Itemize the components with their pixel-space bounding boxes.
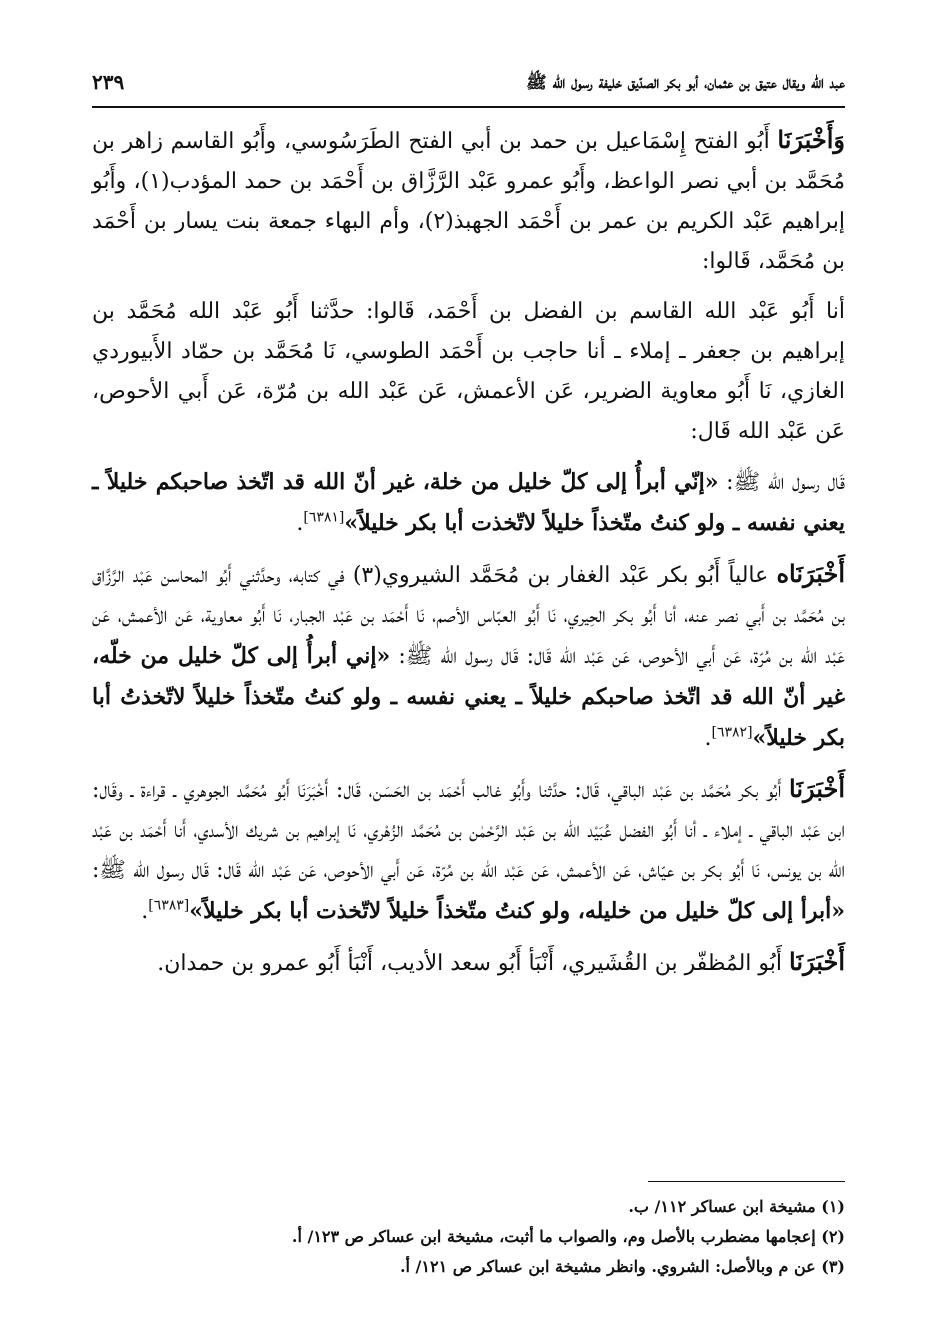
paragraph-1 bbox=[92, 120, 845, 282]
hadith-quote: «إنّي أبرأُ إلى كلّ خليل من خلة، غير أنّ الله قد اتّخذ صاحبكم خليلاً ـ يعني نفسه ـ ولو كنتُ متّخذاً خليلاً لاتّخذت أبا بكر خليلاً» bbox=[92, 469, 845, 536]
hadith-number: [٦٣٨٣] bbox=[148, 897, 190, 914]
paragraph-5 bbox=[92, 769, 845, 932]
paragraph-lead: أَخْبَرَنَاه bbox=[776, 559, 845, 588]
paragraph-text: أَبُو المُظفّر بن القُشَيري، أَنْبَأ أَبُو سعد الأديب، أَنْبَأ أَبُو عمرو بن حمدان. bbox=[157, 951, 790, 976]
paragraph-4 bbox=[92, 554, 845, 759]
footnotes bbox=[92, 1192, 845, 1282]
header-divider bbox=[92, 106, 845, 108]
paragraph-text: عالياً أَبُو بكر عَبْد الغفار بن مُحَمَّد الشيروي(٣) في كتابه، وحدَّثني أَبُو المحاسن عَبْد الرَّزَّاق بن مُحَمَّد بن أَبي نصر عنه، أنا أَبُو بكر الحِيري، نَا أَبُو العبّاس الأصم، نَا أَحْمَد بن عَبْد الجبار، نَا أَبُو معاوية، عَن الأعمش، عَن عَبْد الله بن مُرّة، عَن أَبي الأحوص، عَن عَبْد الله قَال: قَال رسول الله ﷺ: bbox=[92, 563, 845, 669]
footnote-1: (١) مشيخة ابن عساكر ١١٢/ ب. bbox=[628, 1197, 845, 1216]
sentence-end: . bbox=[296, 511, 304, 536]
paragraph-lead: وَأَخْبَرَنَا bbox=[777, 125, 845, 154]
page-number: ٢٣٩ bbox=[92, 70, 125, 94]
hadith-quote: «أبرأ إلى كلّ خليل من خليله، ولو كنتُ متّخذاً خليلاً لاتّخذت أبا بكر خليلاً» bbox=[189, 898, 845, 924]
footnote-2: (٢) إعجامها مضطرب بالأصل وم، والصواب ما أثبت، مشيخة ابن عساكر ص ١٢٣/ أ. bbox=[291, 1227, 845, 1246]
paragraph-lead: أَخْبَرَنَا bbox=[789, 947, 845, 976]
paragraph-lead: أَخْبَرَنَا bbox=[789, 774, 845, 803]
hadith-intro: قَال رسول الله ﷺ: bbox=[718, 470, 845, 495]
paragraph-text: أَبُو بكر مُحَمَّد بن عَبْد الباقي، قَال: حدَّثنا وأَبُو غالب أَحْمَد بن الحَسَن، قَال: أَخْبَرَنَا أَبُو مُحَمَّد الجوهري ـ قراءة ـ وقَال: ابن عَبْد الباقي ـ إملاء ـ أنا أَبُو الفضل عُبَيْد الله بن عَبْد الرَّحْمٰن بن مُحَمَّد الزُهْري، نَا إبراهيم بن شريك الأسدي، أَنا أَحْمَد بن عَبْد الله بن يونس، نَا أَبُو بكر بن عيّاش، عَن الأعمش، عَن عَبْد الله بن مُرّة، عَن أَبي الأحوص، عَن عَبْد الله قَال: قَال رسول الله ﷺ: bbox=[92, 778, 845, 883]
paragraph-text: أنا أَبُو عَبْد الله القاسم بن الفضل بن أَحْمَد، قَالوا: حدَّثنا أَبُو عَبْد الله مُحَمَّد بن إبراهيم بن جعفر ـ إملاء ـ أنا حاجب بن أَحْمَد الطوسي، نَا مُحَمَّد بن حمّاد الأَبيوردي الغازي، نَا أَبُو معاوية الضرير، عَن الأعمش، عَن عَبْد الله بن مُرّة، عَن أَبي الأحوص، عَن عَبْد الله قَال: bbox=[92, 299, 845, 444]
footnote-divider bbox=[648, 1181, 845, 1182]
hadith-quote: «إني أبرأُ إلى كلّ خليل من خلّه، غير أنّ الله قد اتّخذ صاحبكم خليلاً ـ يعني نفسه ـ ولو كنتُ متّخذاً خليلاً لاتّخذتُ أبا بكر خليلاً» bbox=[92, 643, 845, 751]
paragraph-6 bbox=[92, 942, 845, 984]
footnote-3: (٣) عن م وبالأصل: الشروي. وانظر مشيخة ابن عساكر ص ١٢١/ أ. bbox=[399, 1257, 845, 1276]
paragraph-3-hadith bbox=[92, 462, 845, 544]
sentence-end: . bbox=[704, 726, 712, 751]
paragraph-text: أَبُو الفتح إِسْمَاعيل بن حمد بن أبي الفتح الطَرَسُوسي، وأَبُو القاسم زاهر بن مُحَمَّد بن أبي نصر الواعظ، وأَبُو عمرو عَبْد الرَّزَّاق بن أَحْمَد بن حمد المؤدب(١)، وأَبُو إبراهيم عَبْد الكريم بن عمر بن أَحْمَد الجهبذ(٢)، وأم البهاء جمعة بنت يسار بن أَحْمَد بن مُحَمَّد، قَالوا: bbox=[92, 129, 845, 274]
page-header bbox=[92, 66, 845, 106]
paragraph-2 bbox=[92, 292, 845, 452]
running-title: عبد الله ويقال عتيق بن عثمان، أبو بكر الصدّيق خليفة رسول الله ﷺ bbox=[526, 73, 845, 93]
hadith-number: [٦٣٨١] bbox=[303, 509, 345, 526]
sentence-end: . bbox=[141, 899, 149, 924]
hadith-number: [٦٣٨٢] bbox=[711, 724, 753, 741]
main-text bbox=[92, 120, 845, 994]
